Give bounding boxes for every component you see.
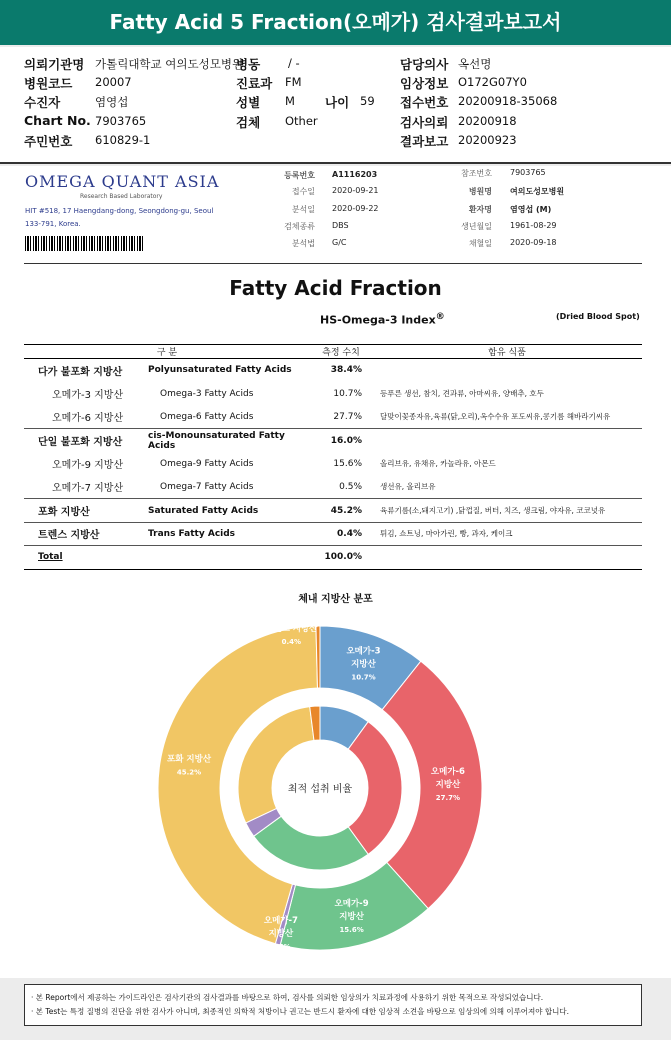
dept-value: FM xyxy=(285,75,302,89)
ref-no-value: 7903765 xyxy=(510,168,546,177)
row-category-kr: 오메가-6 지방산 xyxy=(52,413,124,425)
dept-label: 진료과 xyxy=(236,76,273,91)
subject-label: 수진자 xyxy=(24,95,61,110)
patient-name-label: 환자명 xyxy=(468,205,492,214)
table-row xyxy=(24,499,642,522)
collect-value: 2020-09-18 xyxy=(510,238,557,247)
divider xyxy=(24,263,642,264)
total-spacer xyxy=(372,546,642,569)
lab-address: HIT #518, 17 Haengdang-dong, Seongdong-gu, Seoul 133-791, Korea. xyxy=(25,207,214,228)
collect-label: 채혈일 xyxy=(468,239,492,248)
reg-no-value: A1116203 xyxy=(332,170,378,179)
chart-no-value: 7903765 xyxy=(95,114,147,128)
table-header xyxy=(24,345,642,359)
ref-no-label: 참조번호 xyxy=(461,169,492,178)
age-value: 59 xyxy=(360,94,375,108)
row-food: 육류기름(소,돼지고기) ,닭껍질, 버터, 치즈, 생크림, 야자유, 코코넛유 xyxy=(372,499,642,522)
clinical-value: O172G07Y0 xyxy=(458,75,527,89)
fraction-title: Fatty Acid Fraction xyxy=(229,276,442,300)
table-row xyxy=(24,429,642,452)
recv-date-value: 2020-09-21 xyxy=(332,186,379,195)
birth-value: 1961-08-29 xyxy=(510,221,557,230)
total-spacer xyxy=(148,546,310,569)
exam-value: Other xyxy=(285,114,318,128)
row-category-kr: 다가 불포화 지방산 xyxy=(24,359,148,382)
row-category-kr: 오메가-7 지방산 xyxy=(52,483,124,495)
result-label: 결과보고 xyxy=(400,134,449,149)
hosp-value: 여의도성모병원 xyxy=(510,187,565,196)
row-value: 0.4% xyxy=(310,522,372,545)
clinical-label: 임상정보 xyxy=(400,76,449,91)
slice-label: 오메가-6 지방산 27.7% xyxy=(430,767,465,803)
lab-logo-subtitle: Research Based Laboratory xyxy=(80,193,163,200)
row-category-en: Omega-6 Fatty Acids xyxy=(160,411,254,422)
row-category-en: Omega-9 Fatty Acids xyxy=(160,458,254,469)
row-food xyxy=(372,359,642,382)
row-food xyxy=(372,429,642,452)
request-label: 검사의뢰 xyxy=(400,115,449,130)
row-category-kr: 오메가-9 지방산 xyxy=(52,460,124,472)
ward-label: 병동 xyxy=(236,57,261,72)
barcode-icon xyxy=(25,236,143,251)
row-category-en: Saturated Fatty Acids xyxy=(148,499,310,522)
index-text: HS-Omega-3 Index xyxy=(320,313,436,327)
exam-label: 검체 xyxy=(236,115,261,130)
report-body xyxy=(0,166,671,978)
header-category: 구 분 xyxy=(24,345,310,359)
row-value: 27.7% xyxy=(333,411,362,422)
row-category-en: Omega-7 Fatty Acids xyxy=(160,481,254,492)
patient-info xyxy=(0,47,671,164)
institution-value: 가톨릭대학교 여의도성모병원 xyxy=(95,57,244,71)
header-value: 측정 수치 xyxy=(310,345,372,359)
table-row xyxy=(24,522,642,545)
birth-label: 생년월일 xyxy=(461,222,492,231)
recv-date-label: 접수일 xyxy=(291,187,315,196)
sample-label: 검체종류 xyxy=(284,222,315,231)
table-row xyxy=(24,405,642,428)
total-value: 100.0% xyxy=(310,546,372,569)
total-label: Total xyxy=(24,546,148,569)
hospital-code-value: 20007 xyxy=(95,75,132,89)
lab-logo: OMEGA QUANT ASIA xyxy=(25,172,220,191)
header-food: 함유 식품 xyxy=(372,345,642,359)
sample-value: DBS xyxy=(332,221,349,230)
ward-value: / - xyxy=(288,56,300,70)
dbs-label: (Dried Blood Spot) xyxy=(556,312,640,321)
row-value: 38.4% xyxy=(310,359,372,382)
result-value: 20200923 xyxy=(458,133,517,147)
sex-label: 성별 xyxy=(236,95,261,110)
row-category-en: cis-Monounsaturated Fatty Acids xyxy=(148,429,310,452)
table-row xyxy=(24,359,642,382)
slice-label: 오메가-3 지방산 10.7% xyxy=(346,646,381,682)
doctor-value: 옥선명 xyxy=(458,57,492,71)
row-category-kr: 포화 지방산 xyxy=(24,499,148,522)
row-value: 15.6% xyxy=(333,458,362,469)
method-value: G/C xyxy=(332,238,347,247)
fatty-acid-donut-chart xyxy=(150,608,490,968)
row-category-en: Omega-3 Fatty Acids xyxy=(160,388,254,399)
subject-value: 염영섭 xyxy=(95,95,129,109)
registered-mark: ® xyxy=(435,311,445,322)
chart-title: 체내 지방산 분포 xyxy=(298,594,373,605)
row-value: 16.0% xyxy=(310,429,372,452)
slice-label: 트렌스 지방산 0.4% xyxy=(265,623,318,646)
row-food: 올리브유, 유채유, 카놀라유, 아몬드 xyxy=(380,459,496,469)
sex-value: M xyxy=(285,94,295,108)
row-value: 0.5% xyxy=(339,481,362,492)
age-label: 나이 xyxy=(325,95,350,110)
row-food: 생선유, 올리브유 xyxy=(380,482,436,492)
slice-label: 포화 지방산 45.2% xyxy=(167,754,212,777)
request-value: 20200918 xyxy=(458,114,517,128)
institution-label: 의뢰기관명 xyxy=(24,57,85,72)
row-value: 10.7% xyxy=(333,388,362,399)
patient-name-value: 염영섭 (M) xyxy=(510,205,552,214)
table-total-row xyxy=(24,546,642,569)
method-label: 분석법 xyxy=(291,239,315,248)
index-label xyxy=(320,311,445,327)
report-notes xyxy=(24,984,642,1026)
report-title: Fatty Acid 5 Fraction(오메가) 검사결과보고서 xyxy=(0,0,671,45)
slice-label: 오메가-9 지방산 15.6% xyxy=(334,899,369,935)
analysis-date-label: 분석일 xyxy=(291,205,315,214)
resident-label: 주민번호 xyxy=(24,134,73,149)
row-category-en: Trans Fatty Acids xyxy=(148,522,310,545)
row-category-kr: 오메가-3 지방산 xyxy=(52,390,124,402)
fatty-acid-table xyxy=(24,344,642,570)
chart-no-label: Chart No. xyxy=(24,113,91,128)
resident-value: 610829-1 xyxy=(95,133,151,147)
row-category-kr: 트렌스 지방산 xyxy=(24,522,148,545)
row-value: 45.2% xyxy=(310,499,372,522)
row-food: 튀김, 쇼트닝, 마아가린, 빵, 과자, 케이크 xyxy=(372,522,642,545)
row-food: 등푸른 생선, 참치, 견과류, 아마씨유, 양배추, 호두 xyxy=(380,389,544,399)
receipt-label: 접수번호 xyxy=(400,95,449,110)
row-category-en: Polyunsaturated Fatty Acids xyxy=(148,359,310,382)
note-line: · 본 Test는 특정 질병의 진단을 위한 검사가 아니며, 최종적인 의학적 처방이나 권고는 반드시 환자에 대한 임상적 소견을 바탕으로 임상의에 의해 이루어져야 합니다. xyxy=(31,1007,570,1016)
table-row xyxy=(24,452,642,475)
note-line: · 본 Report에서 제공하는 가이드라인은 검사기관의 검사결과를 바탕으로 하여, 검사를 의뢰한 임상의가 치료과정에 사용하기 위한 목적으로 작성되었습니다. xyxy=(31,993,544,1002)
donut-center-label: 최적 섭취 비율 xyxy=(287,784,353,795)
doctor-label: 담당의사 xyxy=(400,57,449,72)
row-category-kr: 단일 불포화 지방산 xyxy=(24,429,148,452)
reg-no-label: 등록번호 xyxy=(284,171,315,180)
table-row xyxy=(24,475,642,498)
analysis-date-value: 2020-09-22 xyxy=(332,204,379,213)
receipt-value: 20200918-35068 xyxy=(458,94,558,108)
row-food: 달맞이꽃종자유,육류(닭,오리),옥수수유 포도씨유,콩기름 해바라기씨유 xyxy=(380,412,611,422)
table-row xyxy=(24,382,642,405)
hosp-label: 병원명 xyxy=(468,187,492,196)
hospital-code-label: 병원코드 xyxy=(24,76,73,91)
slice-label: 오메가-7 지방산 0.5% xyxy=(263,915,298,951)
